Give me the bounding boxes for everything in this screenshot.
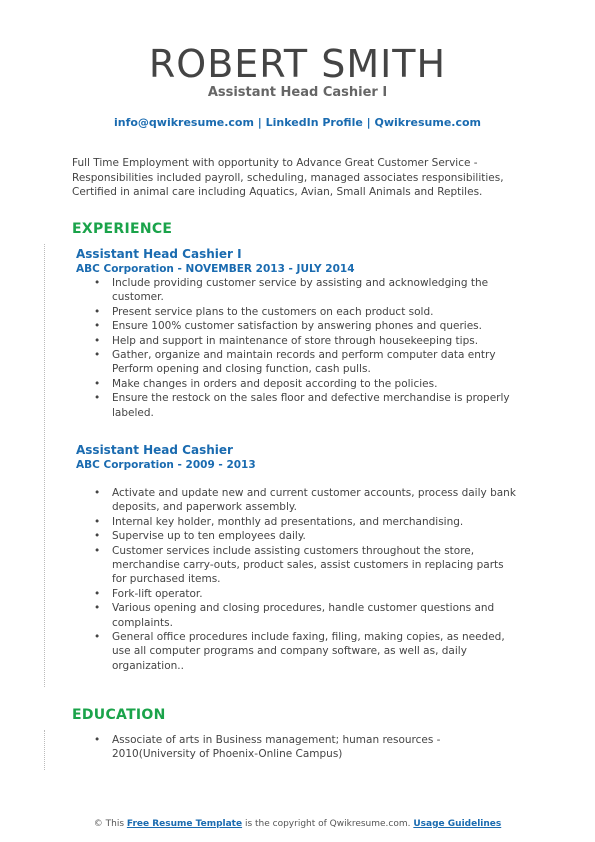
summary-text: Full Time Employment with opportunity to Advance Great Customer Service - Responsibilities included payroll, scheduling, managed associates responsibilities, Certified in animal care including Aquatics, Avian, Small Animals and Reptiles.: [72, 157, 504, 198]
list-item: • Include providing customer service by assisting and acknowledging the customer.: [112, 276, 516, 305]
usage-guidelines-link[interactable]: Usage Guidelines: [413, 819, 502, 829]
candidate-role: Assistant Head Cashier I: [207, 85, 388, 100]
job-title: Assistant Head Cashier: [76, 443, 233, 457]
footer-middle: is the copyright of Qwikresume.com.: [242, 819, 414, 829]
list-item: • Present service plans to the customers on each product sold.: [112, 305, 516, 319]
candidate-name: ROBERT SMITH: [148, 42, 447, 86]
contact-line: [0, 115, 595, 131]
list-item: • Customer services include assisting customers throughout the store, merchandise carry-outs, product sales, assist customers in replacing parts for purchased items.: [112, 544, 516, 587]
job-title: Assistant Head Cashier I: [76, 247, 242, 261]
list-item: • Associate of arts in Business management; human resources - 2010(University of Phoenix-Online Campus): [112, 733, 516, 762]
experience-divider: [44, 244, 45, 687]
list-item: • Ensure the restock on the sales floor and defective merchandise is properly labeled.: [112, 391, 516, 420]
linkedin-link[interactable]: LinkedIn Profile: [265, 116, 363, 129]
list-item: • Ensure 100% customer satisfaction by answering phones and queries.: [112, 319, 516, 333]
experience-heading: EXPERIENCE: [72, 221, 173, 237]
website-link[interactable]: Qwikresume.com: [374, 116, 482, 129]
list-item: • Internal key holder, monthly ad presentations, and merchandising.: [112, 515, 516, 529]
free-resume-template-link[interactable]: Free Resume Template: [126, 819, 243, 829]
job-company-dates: ABC Corporation - NOVEMBER 2013 - JULY 2014: [76, 263, 355, 275]
education-entry: [76, 733, 516, 762]
list-item: • Make changes in orders and deposit according to the policies.: [112, 377, 516, 391]
job-bullets: [76, 486, 516, 673]
contact-separator: |: [253, 116, 266, 129]
email-link[interactable]: info@qwikresume.com: [113, 116, 254, 129]
job-bullets: [76, 276, 516, 420]
list-item: • Supervise up to ten employees daily.: [112, 529, 516, 543]
list-item: • Help and support in maintenance of store through housekeeping tips.: [112, 334, 516, 348]
job-company-dates: ABC Corporation - 2009 - 2013: [76, 459, 256, 471]
contact-separator: |: [362, 116, 375, 129]
list-item: • Fork-lift operator.: [112, 587, 516, 601]
list-item: • Gather, organize and maintain records and perform computer data entry Perform opening and closing function, cash pulls.: [112, 348, 516, 377]
list-item: • General office procedures include faxing, filing, making copies, as needed, use all computer programs and company software, as well as, daily organization..: [112, 630, 516, 673]
job-entry: [76, 246, 516, 420]
job-entry: [76, 442, 516, 673]
education-divider: [44, 730, 45, 770]
education-heading: EDUCATION: [72, 707, 166, 723]
list-item: • Activate and update new and current customer accounts, process daily bank deposits, and paperwork assembly.: [112, 486, 516, 515]
list-item: • Various opening and closing procedures, handle customer questions and complaints.: [112, 601, 516, 630]
footer-prefix: © This: [93, 819, 127, 829]
copyright-footer: [0, 818, 595, 830]
education-bullets: [76, 733, 516, 762]
